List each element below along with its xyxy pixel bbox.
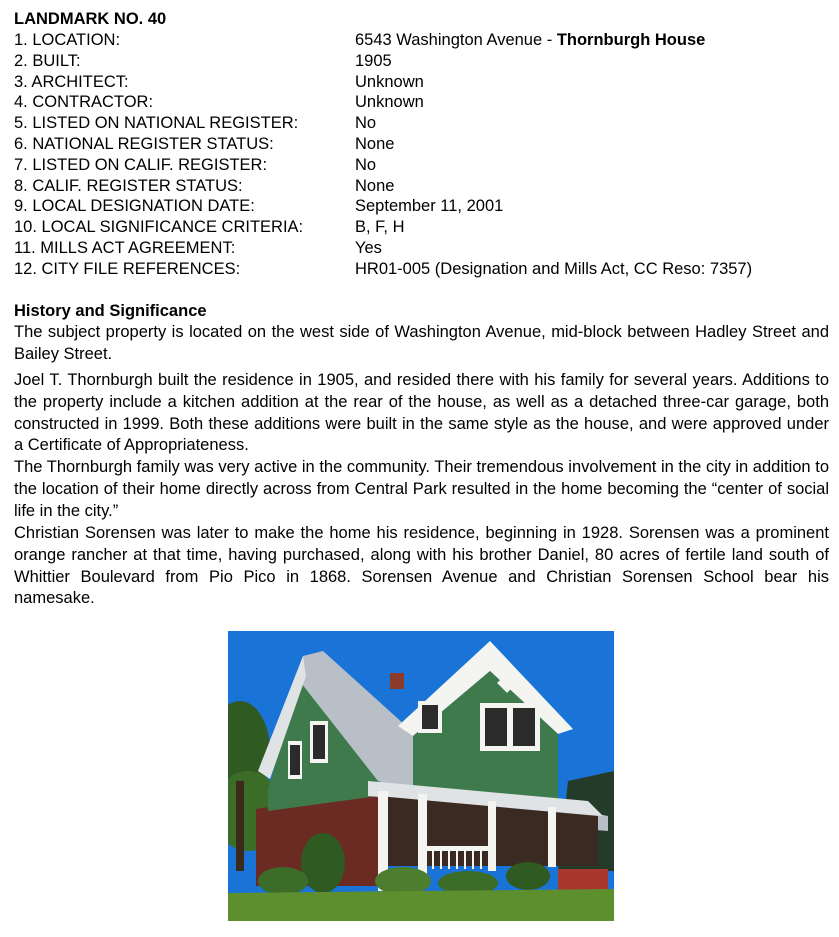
field-label: 4. CONTRACTOR: <box>14 93 154 112</box>
field-value: None <box>355 176 395 195</box>
field-label: 1. LOCATION: <box>14 31 121 49</box>
house-photo <box>228 631 614 921</box>
field-value: 1905 <box>355 51 392 70</box>
field-row-national-status <box>14 134 834 155</box>
field-row-calif-register <box>14 155 834 176</box>
front-steps <box>558 869 608 891</box>
field-label: 2. BUILT: <box>14 51 81 70</box>
field-label: 3. ARCHITECT: <box>14 72 129 91</box>
field-label: 8. CALIF. REGISTER STATUS: <box>14 176 243 195</box>
shrub <box>375 867 431 895</box>
field-row-contractor <box>14 92 834 113</box>
porch-railing <box>427 846 492 851</box>
lawn <box>228 889 614 921</box>
landmark-fields-list <box>14 30 834 280</box>
left-window-pane <box>290 745 300 775</box>
field-value: None <box>355 134 395 153</box>
field-label: 6. NATIONAL REGISTER STATUS: <box>14 134 274 153</box>
field-row-calif-status <box>14 176 834 197</box>
field-row-mills-act <box>14 238 834 259</box>
landmark-title: LANDMARK NO. 40 <box>14 10 167 28</box>
house-name: Thornburgh House <box>556 31 706 49</box>
porch-column <box>488 801 496 871</box>
field-value: Yes <box>355 238 382 257</box>
field-row-file-references <box>14 259 834 280</box>
field-row-location <box>14 30 834 51</box>
field-row-designation-date <box>14 196 834 217</box>
field-value: No <box>355 114 377 133</box>
upper-right-window-pane <box>513 708 535 746</box>
field-value: B, F, H <box>355 218 405 237</box>
field-row-national-register <box>14 113 834 134</box>
left-window-pane <box>313 725 325 759</box>
chimney <box>390 673 404 689</box>
house-photo-illustration <box>228 631 614 921</box>
shrub <box>301 833 345 893</box>
field-label: 11. MILLS ACT AGREEMENT: <box>14 238 236 257</box>
field-label: 7. LISTED ON CALIF. REGISTER: <box>14 155 268 174</box>
field-label: 9. LOCAL DESIGNATION DATE: <box>14 197 255 216</box>
field-row-architect <box>14 72 834 93</box>
field-value <box>355 30 834 51</box>
field-value: No <box>355 155 377 174</box>
history-paragraph: Christian Sorensen was later to make the home his residence, beginning in 1928. Sorensen was a prominent orange rancher at that time, having purchased, along with his brother Daniel, 80 acres of fertile land south of Whittier Boulevard from Pio Pico in 1868. Sorensen Avenue and Christian Sorensen School bear his namesake. <box>14 524 829 608</box>
upper-window-pane <box>422 705 438 729</box>
field-row-significance-criteria <box>14 217 834 238</box>
field-value: Unknown <box>355 93 424 112</box>
field-label: 5. LISTED ON NATIONAL REGISTER: <box>14 114 299 133</box>
field-label: 10. LOCAL SIGNIFICANCE CRITERIA: <box>14 218 304 237</box>
field-value: September 11, 2001 <box>355 197 504 216</box>
porch-column <box>548 807 556 867</box>
shrub <box>506 862 550 890</box>
upper-right-window-pane <box>485 708 507 746</box>
history-heading: History and Significance <box>14 302 207 320</box>
field-row-built <box>14 51 834 72</box>
porch-column <box>418 794 427 879</box>
field-value: HR01-005 (Designation and Mills Act, CC Reso: 7357) <box>355 259 753 278</box>
history-paragraph: Joel T. Thornburgh built the residence in 1905, and resided there with his family for several years. Additions to the property include a kitchen addition at the rear of the house, as well as a detached three-car garage, both constructed in 1999. Both these additions were built in the same style as the house, and were approved under a Certificate of Appropriateness. <box>14 371 829 455</box>
shrub <box>258 867 308 895</box>
location-address: 6543 Washington Avenue - <box>355 31 557 49</box>
history-paragraph: The Thornburgh family was very active in the community. Their tremendous involvement in the city in addition to the location of their home directly across from Central Park resulted in the home becoming the “center of social life in the city.” <box>14 458 829 520</box>
field-label: 12. CITY FILE REFERENCES: <box>14 259 241 278</box>
history-paragraph: The subject property is located on the west side of Washington Avenue, mid-block between Hadley Street and Bailey Street. <box>14 323 829 363</box>
railing-balusters <box>433 851 481 869</box>
field-value: Unknown <box>355 72 424 91</box>
